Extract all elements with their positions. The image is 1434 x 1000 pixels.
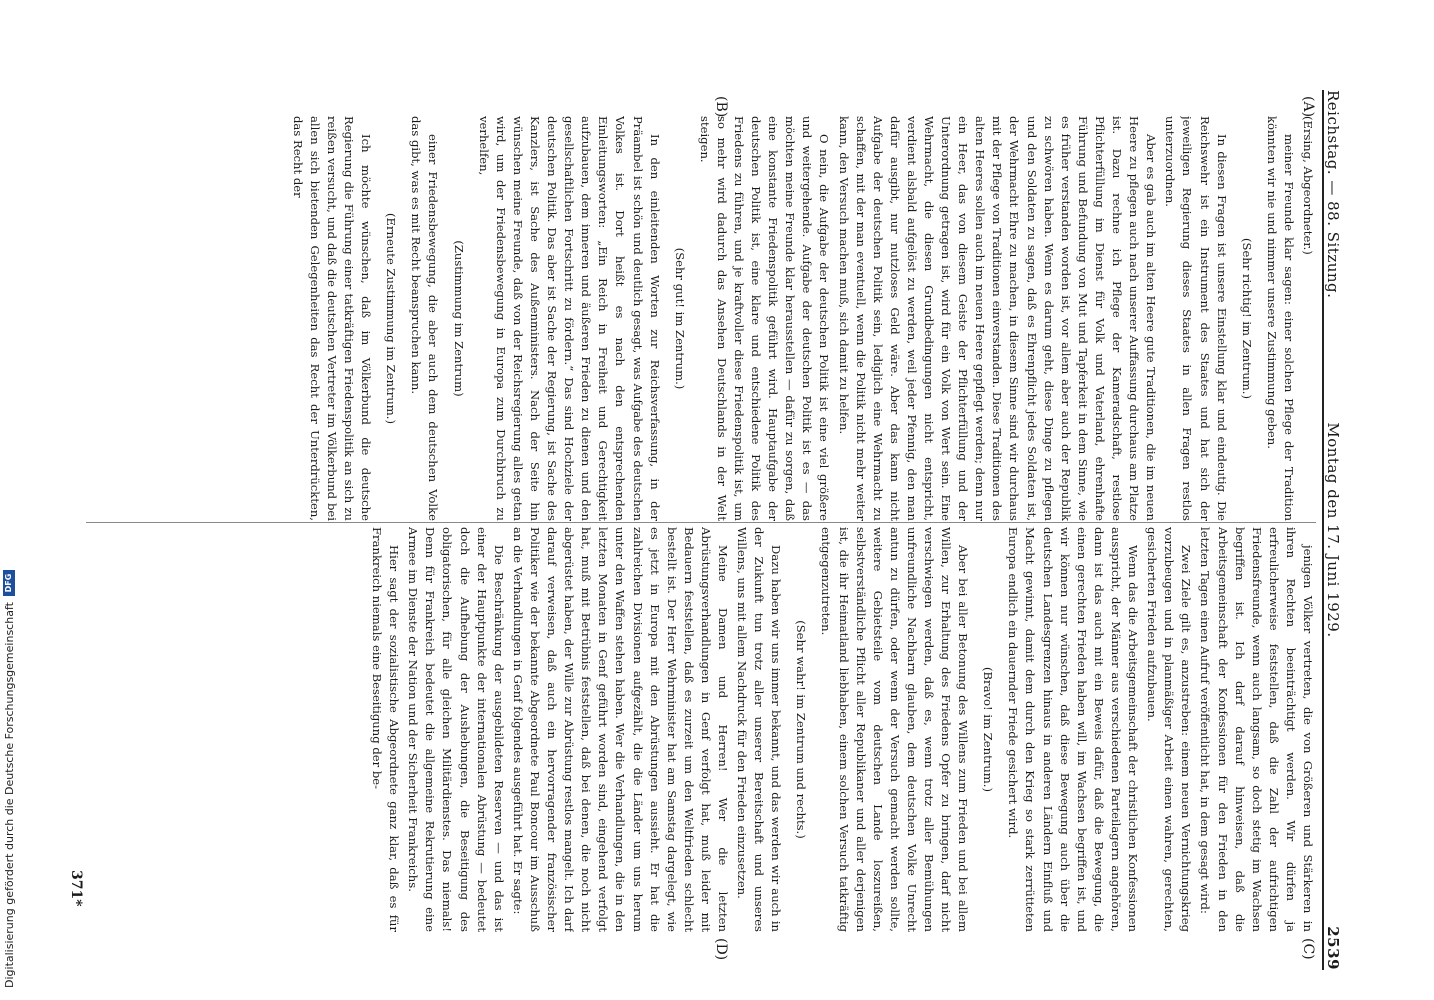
dfg-logo-icon: DFG: [3, 570, 15, 596]
paragraph: In diesen Fragen ist unsere Einstellung klar und eindeutig. Die Reichswehr ist ein Instrument des Staates und hat sich der jeweiligen Regierung dieses Staates in allen Fragen restlos unterzuordnen.: [1163, 116, 1229, 521]
paragraph: jenigen Völker vertreten, die von Größeren und Stärkeren in ihren Rechten beeinträchtigt werden. Wir dürfen ja erfreulicherweise feststellen, daß die Zahl der aufrichtigen Friedensfreunde, wenn auch langsam, so doch stetig im Wachsen begriffen ist. Ich darf darauf hinweisen, daß die Arbeitsgemeinschaft der Konfessionen für den Frieden in den letzten Tagen einen Aufruf veröffentlicht hat, in dem gesagt wird:: [1198, 527, 1315, 932]
signature-mark: 371*: [68, 870, 84, 907]
page-header: [1322, 90, 1352, 970]
reaction-line: (Sehr gut! im Zentrum.): [672, 247, 687, 390]
paragraph: Zwei Ziele gilt es, anzustreben: einem neuen Vernichtungskrieg vorzubeugen und in planmäßiger Arbeit einen wahren, gerechten, gesicherten Frieden aufzubauen.: [1145, 527, 1194, 932]
paragraph: Aber es gab auch im alten Heere gute Traditionen, die im neuen Heere zu pflegen auch nach unserer Auffassung durchaus am Platze ist. Dazu rechne ich Pflege der Kameradschaft, restlose Pflichterfüllung im Dienst für Volk und Vaterland, ehrenhafte Führung und Befundung von Mut und Tapferkeit in dem Sinne, wie es früher verstanden worden ist, vor allem aber auch der Republik zu schwören haben. Wenn es darum geht, diese Dinge zu pflegen und den Soldaten zu sagen, daß es Ehrenpflicht jedes Soldaten ist, der Wehrmacht Ehre zu machen, in diesem Sinne sind wir durchaus mit der Pflege von Traditionen einverstanden. Diese Traditionen des alten Heeres sollen auch im neuen Heere gepflegt werden; denn nur ein Heer, das von diesem Geiste der Pflichterfüllung und der Unterordnung getragen ist, wird für ein Volk von Wert sein. Eine Wehrmacht, die diesen Grundbedingungen nicht entspricht, verdient alsbald aufgelöst zu werden, weil jeder Pfennig, den man dafür ausgibt, nur nutzloses Geld wäre. Aber das kann nicht Aufgabe der deutschen Politik sein, lediglich eine Wehrmacht zu schaffen, mit der man eventuell, wenn die Politik nicht mehr weiter kann, den Versuch machen muß, sich damit zu helfen.: [836, 116, 1159, 521]
margin-marker-c: (C): [1300, 938, 1316, 960]
paragraph: Ich möchte wünschen, daß im Völkerbund die deutsche Regierung die Führung einer tatkräftigen Friedenspolitik an sich zu reißen versucht, und daß die deutschen Vertreter im Völkerbund bei allen sich bietenden Gelegenheiten das Recht der Unterdrückten, das Recht der: [290, 116, 374, 521]
reaction-line: (Sehr richtig! im Zentrum.): [1239, 237, 1254, 399]
column-divider: [86, 522, 1316, 523]
margin-marker-b: (B): [713, 96, 729, 118]
paragraph: einer Friedensbewegung, die aber auch dem deutschen Volke das gibt, was es mit Recht beanspruchen kann.: [409, 116, 441, 521]
paragraph: Die Beschränkung der ausgebildeten Reserven — und das ist einer der Hauptpunkte der internationalen Abrüstung — bedeutet doch die Aufhebung der Aushebungen, die Beseitigung des obligatorischen, für alle gleichen Militärdienstes. Das niemals! Denn für Frankreich bedeutet die allgemeine Rekrutierung eine Armee im Dienste der Nation und der Sicherheit Frankreichs.: [406, 527, 506, 932]
reaction-line: (Erneute Zustimmung im Zentrum.): [384, 212, 399, 425]
paragraph: In den einleitenden Worten zur Reichsverfassung, in der Präambel ist schön und deutlich gesagt, was Aufgabe des deutschen Volkes ist. Dort heißt es nach den entsprechenden Einleitungsworten: „Ein Reich in Freiheit und Gerechtigkeit aufzubauen, dem inneren und äußeren Frieden zu dienen und den gesellschaftlichen Fortschritt zu fördern.“ Das sind Hochziele der deutschen Politik. Das aber ist Sache der Regierung, ist Sache des Kanzlers, ist Sache des Außenministers. Nach der Seite hin wünschen meine Freunde, daß von der Reichsregierung alles getan wird, um der Friedensbewegung in Europa zum Durchbruch zu verhelfen,: [476, 116, 662, 521]
margin-marker-d: (D): [713, 938, 729, 961]
paragraph: O nein, die Aufgabe der deutschen Politik ist eine viel größere und weitergehende. Aufgabe der deutschen Politik ist es — das möchten meine Freunde klar herausstellen — dafür zu sorgen, daß eine konstante Friedenspolitik geführt wird. Hauptaufgabe der deutschen Politik ist, eine klare und entschiedene Politik des Friedens zu führen, und je kraftvoller diese Friedenspolitik ist, um so mehr wird dadurch das Ansehen Deutschlands in der Welt steigen.: [697, 116, 832, 521]
text-column-left: [86, 116, 1316, 521]
paragraph: Meine Damen und Herren! Wer die letzten Abrüstungsverhandlungen in Genf verfolgt hat, muß leider mit Bedauern feststellen, daß es zurzeit um den Weltfrieden schlecht bestellt ist. Der Herr Wehrminister hat am Samstag dargelegt, wie es jetzt in Europa mit den Abrüstungen aussieht. Er hat die zahlreichen Divisionen aufgezählt, die die Länder um uns herum unter den Waffen stehen haben. Wer die Verhandlungen, die in den letzten Monaten in Genf geführt worden sind, eingehend verfolgt hat, muß mit Betrübnis feststellen, daß bei denen, die noch nicht abgerüstet haben, der Wille zur Abrüstung restlos mangelt. Ich darf darauf verweisen, daß auch ein hervorragender französischer Politiker wie der bekannte Abgeordnete Paul Boncour im Ausschuß an die Verhandlungen in Genf folgendes ausgeführt hat. Er sagte:: [510, 527, 730, 932]
reaction-line: (Zustimmung im Zentrum): [451, 240, 466, 397]
speaker-line: (Ersing, Abgeordneter.): [1301, 116, 1315, 255]
paragraph: Dazu haben wir uns immer bekannt, und das werden wir auch in der Zukunft tun trotz aller unserer Bereitschaft und unseres Willens, uns mit allem Nachdruck für den Frieden einzusetzen.: [735, 527, 784, 932]
header-session: Reichstag. — 88. Sitzung.: [1324, 90, 1342, 299]
paragraph: Aber bei aller Betonung des Willens zum Frieden und bei allem Willen, zur Erhaltung des Friedens Opfer zu bringen, darf nicht verschwiegen werden, daß es, wenn trotz aller Bemühungen unfreundliche Nachbarn glauben, dem deutschen Volke Unrecht antun zu dürfen, oder wenn der Versuch gemacht werden sollte, weitere Gebietsteile vom deutschen Lande loszureißen, selbstverständliche Pflicht aller Republikaner und aller derjenigen ist, die ihr Heimatland liebhaben, einem solchen Versuch tatkräftig entgegenzutreten.: [819, 527, 971, 932]
text-column-right: [86, 527, 1316, 932]
paragraph: Wenn das die Arbeitsgemeinschaft der christlichen Konfessionen ausspricht, der Männer aus verschiedenen Parteilagern angehören, dann ist das auch mit ein Beweis dafür, daß die Bewegung, die einen gerechten Frieden haben will, im Wachsen begriffen ist, und wir können nur wünschen, daß diese Bewegung auch über die deutschen Landesgrenzen hinaus in anderen Ländern Einfluß und Macht gewinnt, damit dem durch den Krieg so stark zerrütteten Europa endlich ein dauernder Friede gesichert wird.: [1006, 527, 1141, 932]
header-date: Montag den 17. Juni 1929.: [1324, 422, 1342, 638]
digitization-credit: [0, 0, 18, 1000]
paragraph: Hier sagt der sozialistische Abgeordnete ganz klar, daß es für Frankreich niemals eine Beseitigung der be-: [370, 527, 402, 932]
reaction-line: (Sehr wahr! im Zentrum und rechts.): [794, 620, 809, 839]
paragraph: meiner Freunde klar sagen: einer solchen Pflege der Tradition könnten wir nie und nimmer unsere Zustimmung geben.: [1264, 116, 1296, 521]
reaction-line: (Bravo! im Zentrum.): [981, 666, 996, 792]
margin-marker-a: (A): [1300, 96, 1316, 118]
credit-text: Digitalisierung gefördert durch die Deutsche Forschungsgemeinschaft: [2, 602, 16, 988]
page-number: 2539: [1324, 926, 1342, 970]
